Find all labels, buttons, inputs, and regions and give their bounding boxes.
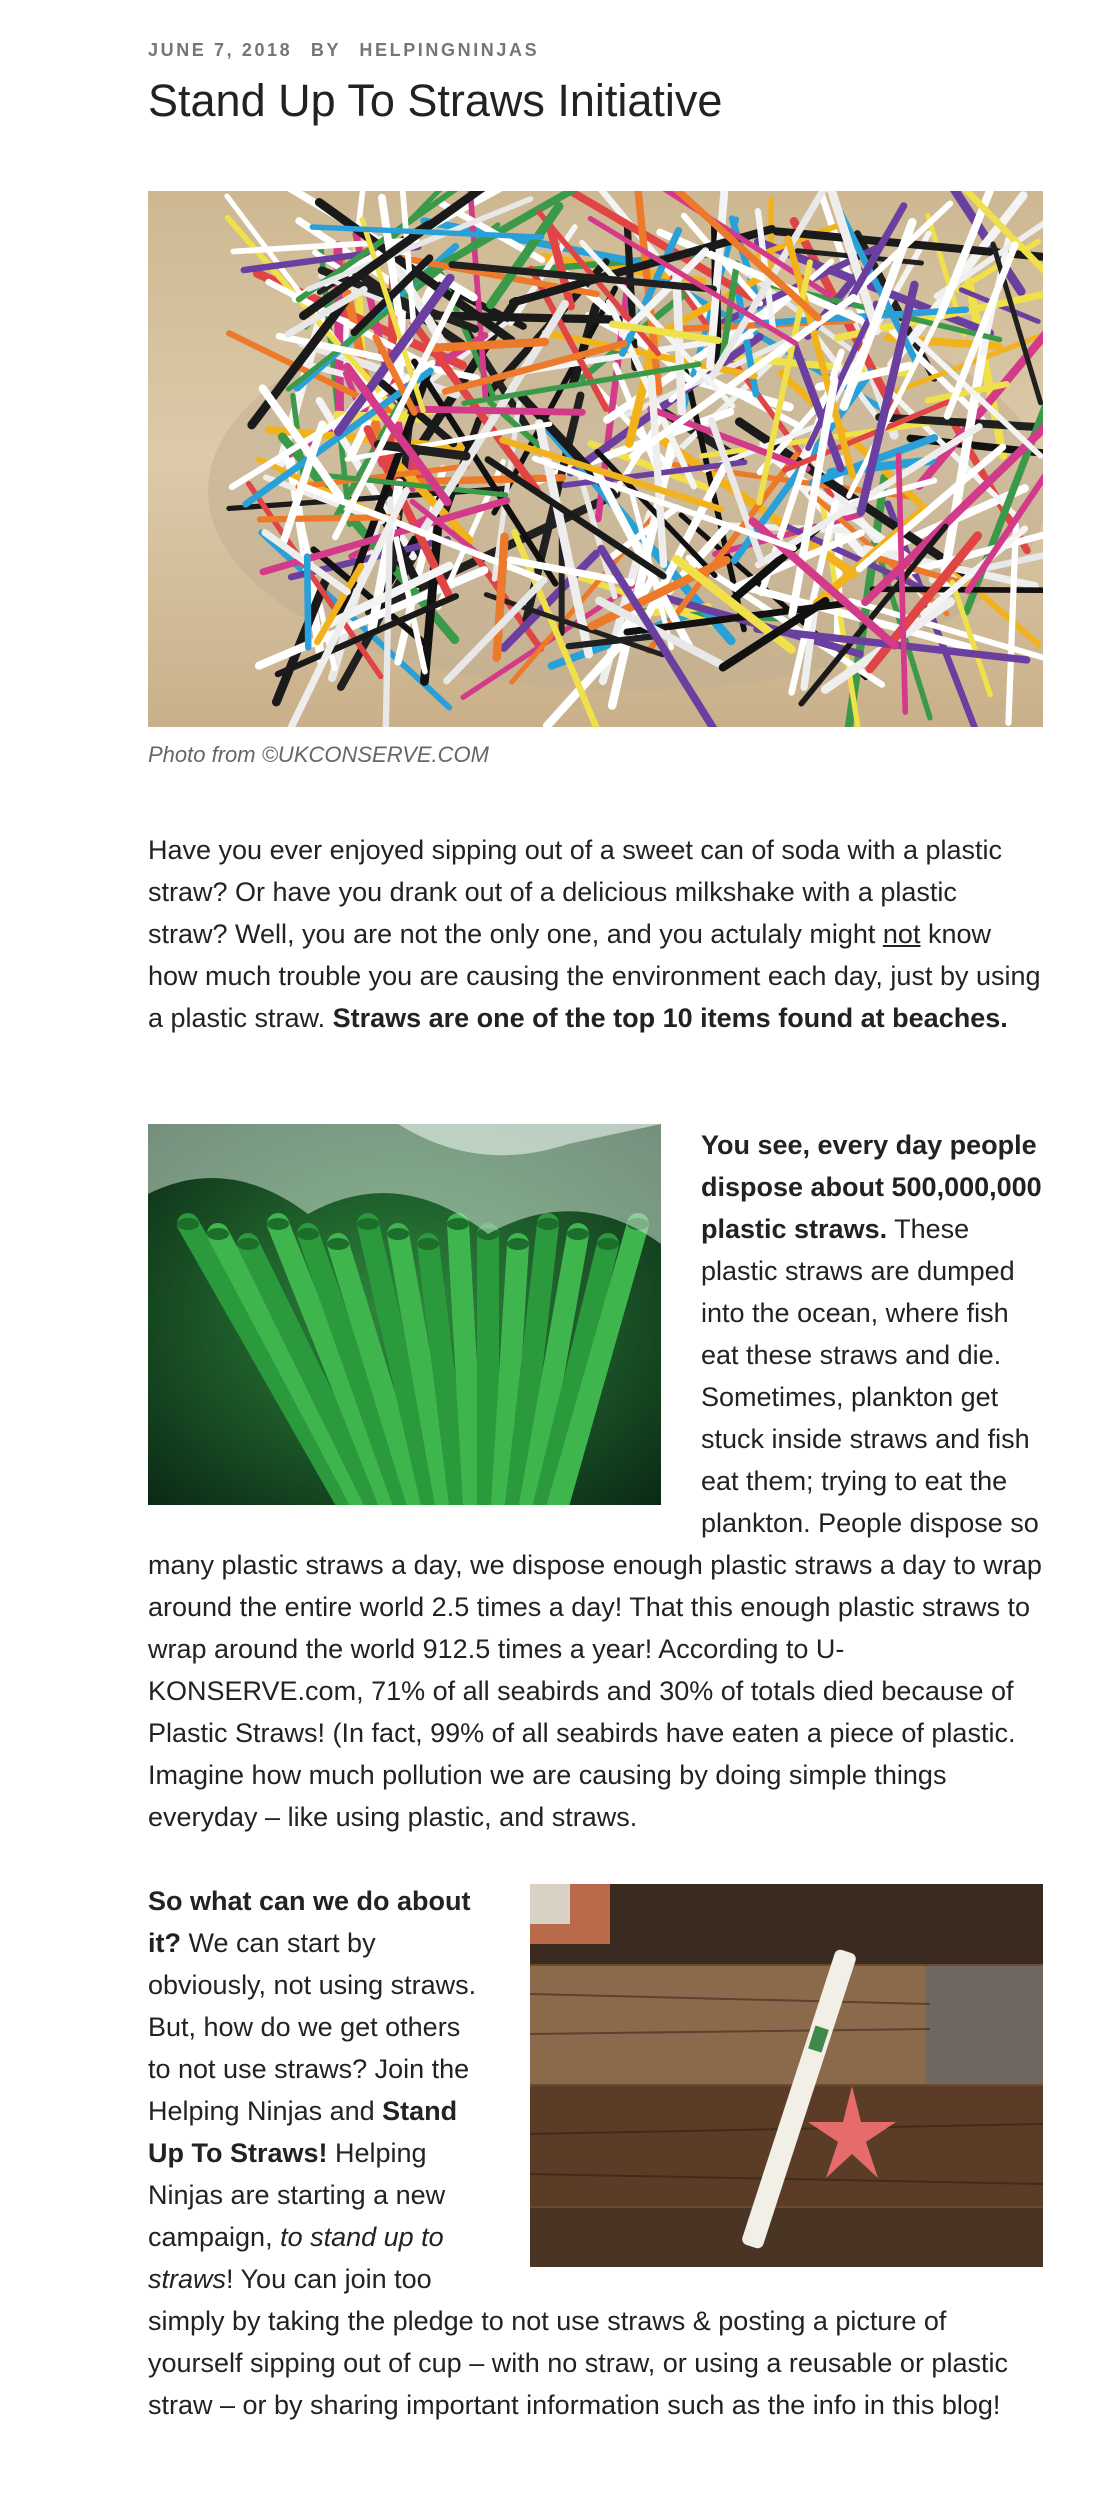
post-date[interactable]: JUNE 7, 2018 <box>148 40 293 60</box>
disposal-paragraph <box>148 1124 1043 1838</box>
green-wrapped-straws-photo <box>148 1124 661 1505</box>
green-straw-end <box>447 1218 469 1230</box>
straw-shape <box>415 409 582 412</box>
green-straw-end <box>177 1218 199 1230</box>
intro-paragraph <box>148 829 1043 1039</box>
action-paragraph <box>148 1880 1043 2426</box>
green-straw-end <box>237 1238 259 1250</box>
green-straw-end <box>297 1228 319 1240</box>
action-italic: to stand up to straws <box>148 2222 444 2294</box>
post-author[interactable]: HELPINGNINJAS <box>359 40 540 60</box>
post-by: BY <box>310 40 341 60</box>
green-straw-end <box>207 1228 229 1240</box>
action-text-a: We can start by obviously, not using straws. But, how do we get others to not use straws? Join the Helping Ninjas and <box>148 1928 477 2126</box>
green-straw-end <box>327 1238 349 1250</box>
disposal-text: These plastic straws are dumped into the ocean, where fish eat these straws and die. Sometimes, plankton get stuck inside straws and fish eat them; trying to eat the plankton. People dispose so many plastic straws a day, we dispose enough plastic straws a day to wrap around the entire world 2.5 times a day! That this enough plastic straws to wrap around the world 912.5 times a year! According to U-KONSERVE.com, 71% of all seabirds and 30% of totals died because of Plastic Straws! (In fact, 99% of all seabirds have eaten a piece of plastic. Imagine how much pollution we are causing by doing simple things everyday – like using plastic, and straws. <box>148 1214 1042 1832</box>
green-straw-end <box>417 1238 439 1250</box>
green-straw-end <box>567 1228 589 1240</box>
paper-straw-and-starfish-photo <box>530 1884 1043 2267</box>
green-straw-end <box>267 1218 289 1230</box>
intro-underlined: not <box>882 919 921 949</box>
green-straw-end <box>387 1228 409 1240</box>
intro-bold: Straws are one of the top 10 items found at beaches. <box>332 1003 1008 1033</box>
hero-caption: Photo from ©UKCONSERVE.COM <box>148 742 489 767</box>
disposal-bold: You see, every day people dispose about 500,000,000 plastic straws. <box>701 1130 1042 1244</box>
green-straw-end <box>537 1218 559 1230</box>
post-meta <box>148 40 539 61</box>
straw-shape <box>307 557 308 648</box>
action-bold-b: Stand Up To Straws! <box>148 2096 458 2168</box>
green-straw-end <box>507 1238 529 1250</box>
action-text-b: Helping Ninjas are starting a new campaign, <box>148 2138 446 2252</box>
action-text-c: ! You can join too simply by taking the pledge to not use straws & posting a picture of yourself sipping out of cup – with no straw, or using a reusable or plastic straw – or by sharing important information such as the info in this blog! <box>148 2264 1008 2420</box>
intro-text-a: Have you ever enjoyed sipping out of a sweet can of soda with a plastic straw? Or have you drank out of a delicious milkshake with a plastic straw? Well, you are not the only one, and you actulaly might <box>148 835 1003 949</box>
green-straw-end <box>597 1238 619 1250</box>
straw-shape <box>397 478 562 482</box>
straw-shape <box>433 342 544 348</box>
green-straw-end <box>357 1218 379 1230</box>
post-title: Stand Up To Straws Initiative <box>148 75 723 126</box>
intro-text-b: know how much trouble you are causing the environment each day, just by using a plastic straw. <box>148 919 1041 1033</box>
action-bold-a: So what can we do about it? <box>148 1886 471 1958</box>
plastic-straws-on-beach-photo <box>148 191 1043 727</box>
